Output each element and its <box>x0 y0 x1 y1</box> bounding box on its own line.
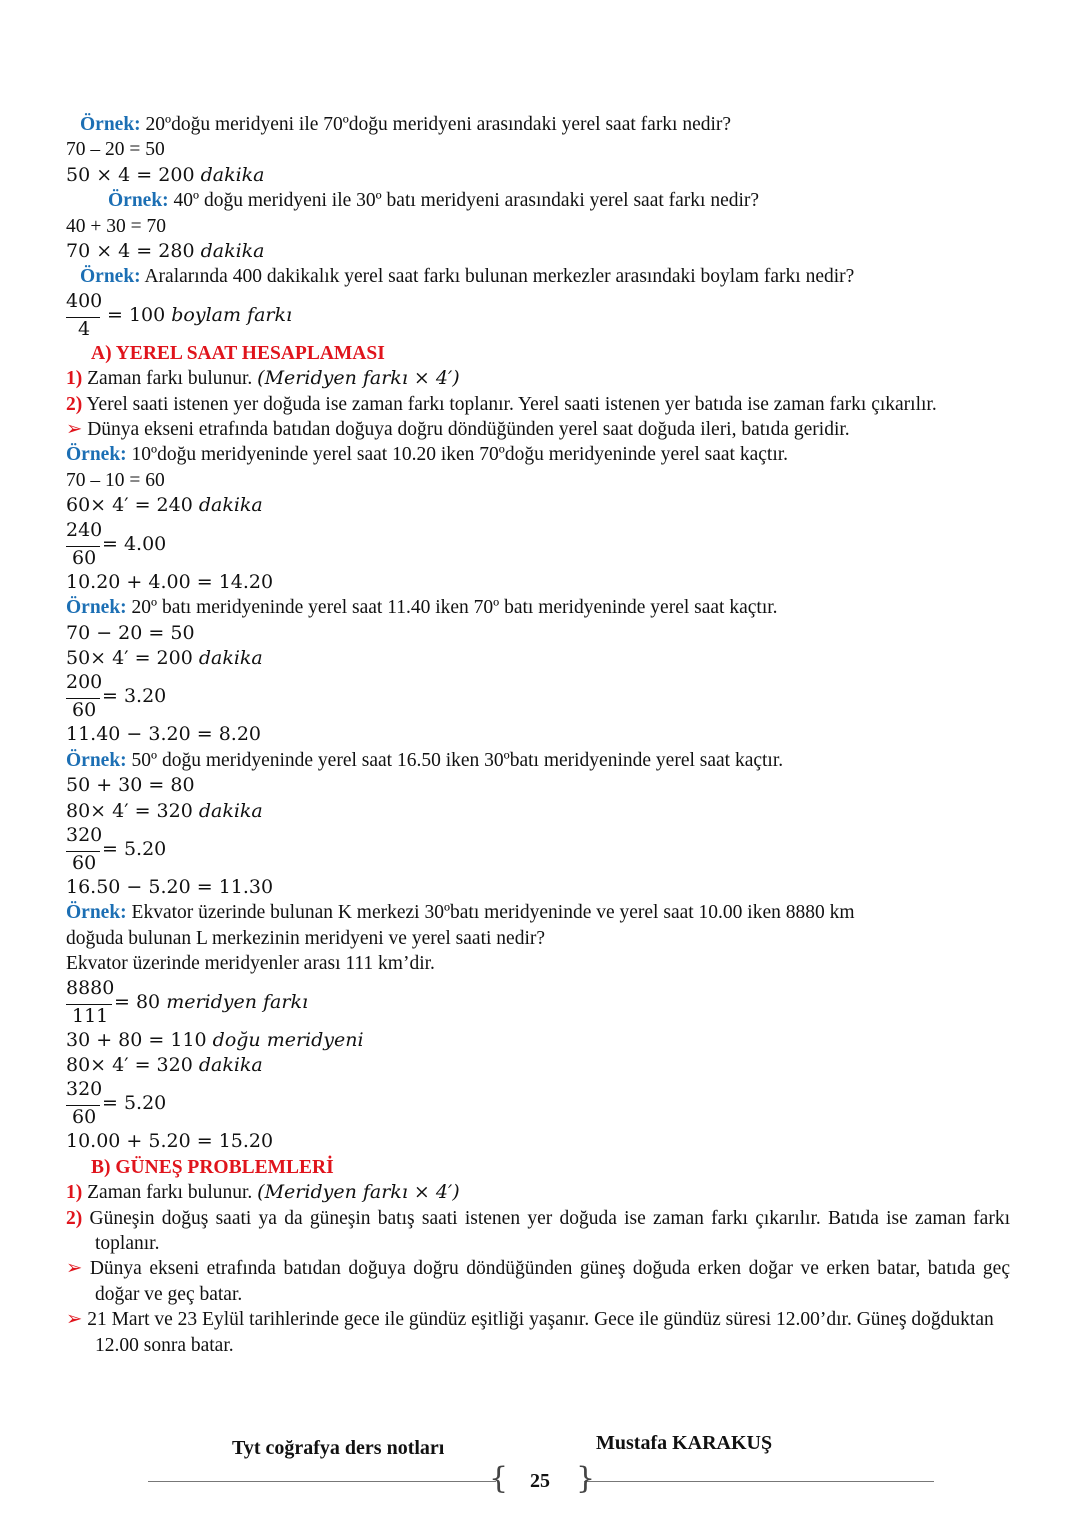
calc-expr: 70 × 4 = 280 <box>66 240 201 263</box>
fraction-result: = 4.00 <box>102 532 167 555</box>
example-label: Örnek: <box>66 749 127 771</box>
list-number: 1) <box>66 1182 83 1204</box>
calc-line: 10.00 + 5.20 = 15.20 <box>66 1130 274 1153</box>
example-label: Örnek: <box>80 266 141 288</box>
list-text: Yerel saati istenen yer doğuda ise zaman farkı toplanır. Yerel saati istenen yer batıda ise zaman farkı çıkarılır. <box>82 393 937 415</box>
calc-line <box>66 239 1010 264</box>
list-item <box>66 1180 1010 1205</box>
list-number: 2) <box>66 1207 83 1229</box>
calc-line: 16.50 − 5.20 = 11.30 <box>66 875 274 898</box>
fraction <box>66 1078 1010 1129</box>
fraction-numerator: 400 <box>66 289 103 312</box>
list-item <box>66 1206 1010 1257</box>
calc-unit: dakika <box>198 1053 263 1076</box>
example-text: 10ºdoğu meridyeninde yerel saat 10.20 iken 70ºdoğu meridyeninde yerel saat kaçtır. <box>126 444 789 466</box>
fraction <box>66 671 1010 722</box>
calc-expr: 30 + 80 = 110 <box>66 1028 213 1051</box>
example-text: 20º batı meridyeninde yerel saat 11.40 iken 70º batı meridyeninde yerel saat kaçtır. <box>126 597 778 619</box>
fraction <box>66 824 1010 875</box>
calc-line: 40 + 30 = 70 <box>66 215 166 237</box>
calc-line <box>66 493 1010 518</box>
brace-right-icon: } <box>576 1461 596 1496</box>
fraction-denominator: 60 <box>72 699 97 722</box>
brace-left-icon: { <box>489 1461 509 1496</box>
example-text: Ekvator üzerinde bulunan K merkezi 30ºbatı meridyeninde ve yerel saat 10.00 iken 8880 km <box>126 902 855 924</box>
bullet-item <box>66 417 1010 442</box>
footer-author: Mustafa KARAKUŞ <box>596 1432 773 1454</box>
calc-unit: dakika <box>198 494 263 517</box>
calc-expr: 50 × 4 = 200 <box>66 163 201 186</box>
list-text: Güneşin doğuş saati ya da güneşin batış saati istenen yer doğuda ise zaman farkı çıkarılır. Batıda ise zaman farkı toplanır. <box>82 1207 1010 1254</box>
fraction-numerator: 320 <box>66 823 103 846</box>
calc-line <box>66 646 1010 671</box>
calc-expr: 80× 4′ = 320 <box>66 1053 199 1076</box>
fraction-denominator: 60 <box>72 851 97 874</box>
example-1-question <box>66 112 1010 137</box>
list-item <box>66 392 1010 417</box>
calc-expr: 50× 4′ = 200 <box>66 646 199 669</box>
example-label: Örnek: <box>66 902 127 924</box>
bullet-text: Dünya ekseni etrafında batıdan doğuya doğru döndüğünden yerel saat doğuda ileri, batıda geridir. <box>82 419 850 441</box>
calc-unit: dakika <box>200 240 265 263</box>
fraction-denominator: 60 <box>72 546 97 569</box>
formula: (Meridyen farkı × 4′) <box>257 367 460 390</box>
formula: (Meridyen farkı × 4′) <box>257 1181 460 1204</box>
example-note: Ekvator üzerinde meridyenler arası 111 km’dir. <box>66 953 435 975</box>
calc-unit: dakika <box>200 163 265 186</box>
page-number: 25 <box>530 1470 550 1492</box>
fraction-numerator: 200 <box>66 671 103 694</box>
calc-line <box>66 799 1010 824</box>
calc-line <box>66 1028 1010 1053</box>
bullet-item <box>66 1256 1010 1307</box>
example-label: Örnek: <box>108 190 169 212</box>
calc-line: 10.20 + 4.00 = 14.20 <box>66 570 274 593</box>
calc-expr: 60× 4′ = 240 <box>66 494 199 517</box>
example-6-question <box>66 748 1010 773</box>
list-text: Zaman farkı bulunur. <box>82 368 258 390</box>
calc-line: 70 – 20 = 50 <box>66 139 165 161</box>
fraction-denominator: 4 <box>78 317 91 340</box>
example-7-question <box>66 900 1010 925</box>
calc-unit: doğu meridyeni <box>212 1028 364 1051</box>
example-text-continued: doğuda bulunan L merkezinin meridyeni ve yerel saati nedir? <box>66 927 546 949</box>
section-b-heading: B) GÜNEŞ PROBLEMLERİ <box>91 1156 334 1178</box>
arrow-bullet-icon: ➢ <box>66 1309 83 1331</box>
fraction-result: = 3.20 <box>102 685 167 708</box>
example-2-question <box>66 188 1010 213</box>
arrow-bullet-icon: ➢ <box>66 1258 83 1280</box>
fraction-numerator: 8880 <box>66 976 115 999</box>
bullet-text: Dünya ekseni etrafında batıdan doğuya doğru döndüğünden güneş doğuda erken doğar ve erken batar, batıda geç doğar ve geç batar. <box>82 1258 1010 1305</box>
list-item <box>66 366 1010 391</box>
example-3-question <box>66 264 1010 289</box>
example-label: Örnek: <box>66 444 127 466</box>
example-text: 20ºdoğu meridyeni ile 70ºdoğu meridyeni arasındaki yerel saat farkı nedir? <box>140 114 732 135</box>
arrow-bullet-icon: ➢ <box>66 419 83 441</box>
calc-line <box>66 163 1010 188</box>
example-4-question <box>66 442 1010 467</box>
calc-line: 50 + 30 = 80 <box>66 774 195 797</box>
example-text: 50º doğu meridyeninde yerel saat 16.50 iken 30ºbatı meridyeninde yerel saat kaçtır. <box>126 749 784 771</box>
calc-line: 70 – 10 = 60 <box>66 469 165 491</box>
fraction-result: = 80 meridyen farkı <box>114 990 309 1013</box>
fraction-result: = 100 boylam farkı <box>107 303 293 326</box>
fraction <box>66 977 1010 1028</box>
example-label: Örnek: <box>80 114 141 135</box>
calc-line <box>66 1053 1010 1078</box>
list-number: 1) <box>66 368 83 390</box>
fraction <box>66 290 1010 341</box>
fraction-result: = 5.20 <box>102 837 167 860</box>
bullet-item <box>66 1307 1010 1358</box>
example-text: 40º doğu meridyeni ile 30º batı meridyeni arasındaki yerel saat farkı nedir? <box>168 190 760 212</box>
footer-rule-right <box>584 1481 934 1482</box>
example-text: Aralarında 400 dakikalık yerel saat farkı bulunan merkezler arasındaki boylam farkı nedir? <box>140 266 855 288</box>
calc-unit: dakika <box>198 646 263 669</box>
list-number: 2) <box>66 393 83 415</box>
example-label: Örnek: <box>66 597 127 619</box>
footer-rule-left <box>148 1481 496 1482</box>
section-a-heading: A) YEREL SAAT HESAPLAMASI <box>91 342 385 364</box>
calc-line: 11.40 − 3.20 = 8.20 <box>66 723 262 746</box>
calc-line: 70 − 20 = 50 <box>66 621 195 644</box>
fraction-denominator: 111 <box>72 1004 109 1027</box>
bullet-text: 21 Mart ve 23 Eylül tarihlerinde gece ile gündüz eşitliği yaşanır. Gece ile gündüz süresi 12.00’dır. Güneş doğduktan 12.00 sonra batar. <box>82 1309 994 1356</box>
example-5-question <box>66 595 1010 620</box>
page-content <box>66 112 1010 1358</box>
fraction-denominator: 60 <box>72 1106 97 1129</box>
footer-title: Tyt coğrafya ders notları <box>232 1437 445 1459</box>
fraction <box>66 519 1010 570</box>
fraction-numerator: 240 <box>66 518 103 541</box>
calc-expr: 80× 4′ = 320 <box>66 799 199 822</box>
fraction-result: = 5.20 <box>102 1092 167 1115</box>
calc-unit: dakika <box>198 799 263 822</box>
fraction-numerator: 320 <box>66 1078 103 1101</box>
list-text: Zaman farkı bulunur. <box>82 1182 258 1204</box>
